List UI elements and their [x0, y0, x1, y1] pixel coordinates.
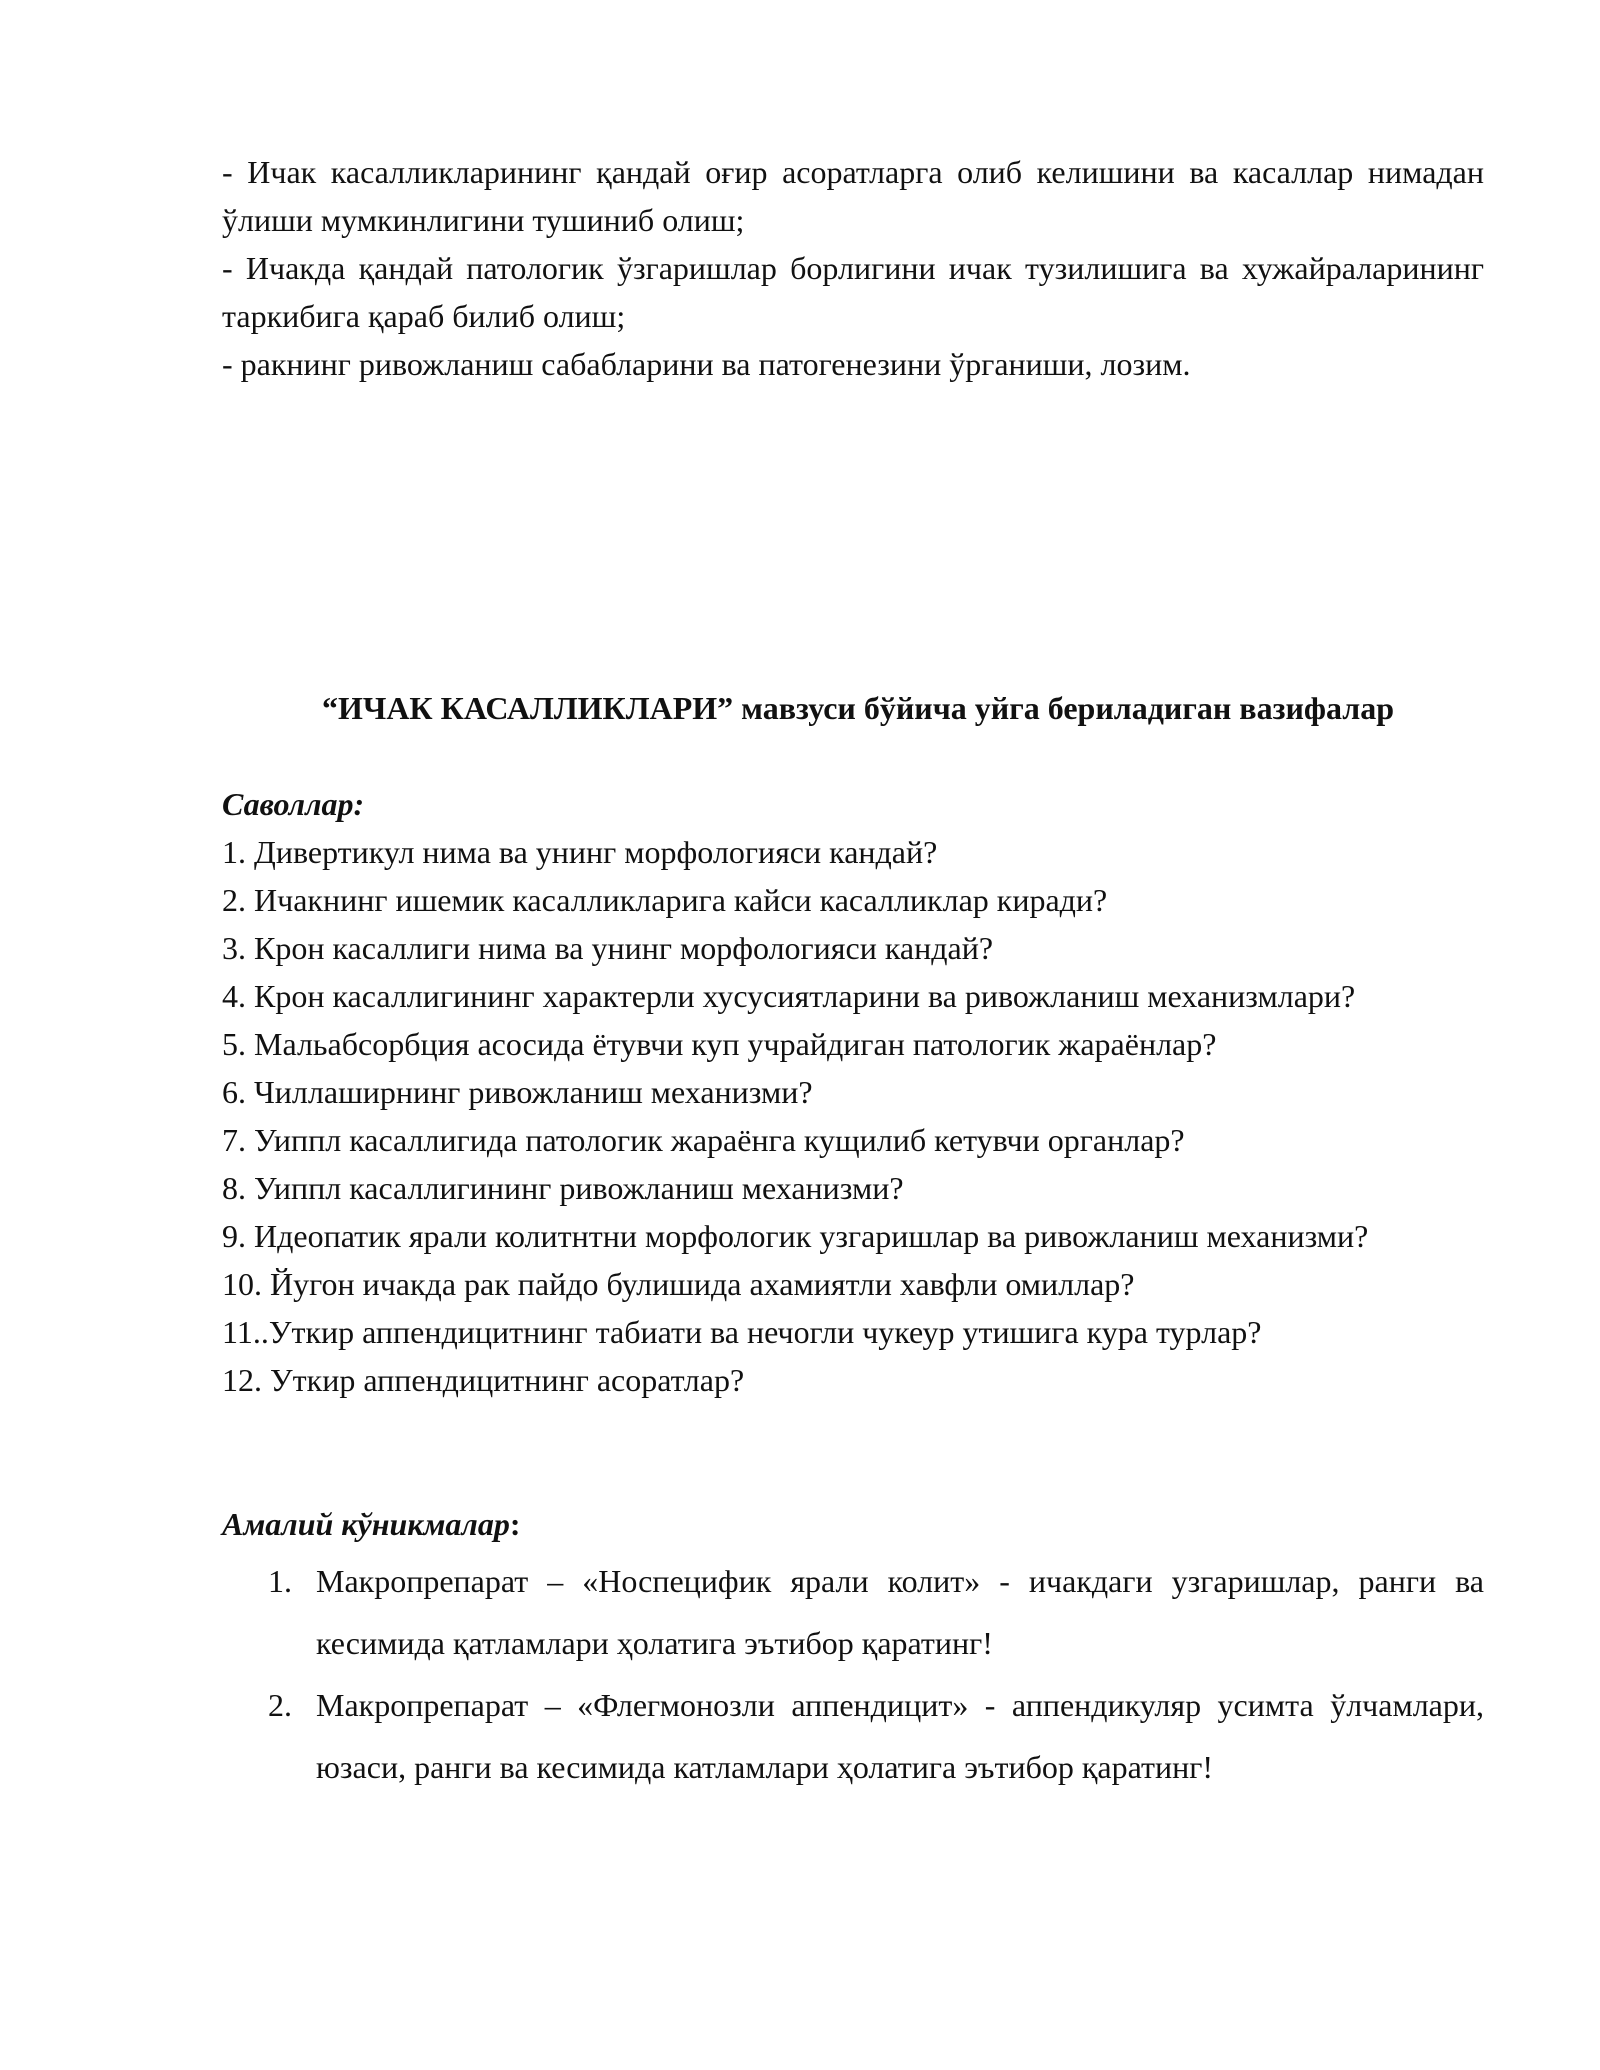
question-item: 1. Дивертикул нима ва унинг морфологияси кандай?: [222, 834, 938, 870]
question-item: 8. Уиппл касаллигининг ривожланиш механизми?: [222, 1170, 904, 1206]
question-item: 4. Крон касаллигининг характерли хусусиятларини ва ривожланиш механизмлари?: [222, 978, 1356, 1014]
questions-list: [222, 828, 1484, 1404]
question-item: 6. Чиллаширнинг ривожланиш механизми?: [222, 1074, 813, 1110]
skill-text: Макропрепарат – «Флегмонозли аппендицит» - аппендикуляр усимта ўлчамлари, юзаси, ранги ва кесимида катламлари ҳолатига эътибор қаратинг!: [316, 1687, 1484, 1785]
skills-label-text: Амалий кўникмалар: [222, 1506, 510, 1542]
question-item: 9. Идеопатик ярали колитнтни морфологик узгаришлар ва ривожланиш механизми?: [222, 1218, 1369, 1254]
questions-label: Саволлар:: [222, 786, 365, 822]
intro-paragraph: - ракнинг ривожланиш сабабларини ва патогенезини ўрганиши, лозим.: [222, 346, 1191, 382]
skills-label-colon: :: [509, 1506, 521, 1542]
skill-item: [222, 1550, 1484, 1674]
skill-item: [222, 1674, 1484, 1798]
assignment-heading: “ИЧАК КАСАЛЛИКЛАРИ” мавзуси бўйича уйга бериладиган вазифалар: [321, 690, 1395, 726]
skills-label: [222, 1500, 1484, 1548]
question-item: 12. Уткир аппендицитнинг асоратлар?: [222, 1362, 745, 1398]
skill-text: Макропрепарат – «Носпецифик ярали колит» - ичакдаги узгаришлар, ранги ва кесимида қатламлари ҳолатига эътибор қаратинг!: [316, 1563, 1484, 1661]
intro-paragraph: - Ичак касалликларининг қандай оғир асоратларга олиб келишини ва касаллар нимадан ўлиши мумкинлигини тушиниб олиш;: [222, 154, 1484, 238]
question-item: 3. Крон касаллиги нима ва унинг морфологияси кандай?: [222, 930, 994, 966]
question-item: 7. Уиппл касаллигида патологик жараёнга кущилиб кетувчи органлар?: [222, 1122, 1185, 1158]
question-item: 10. Йугон ичакда рак пайдо булишида ахамиятли хавфли омиллар?: [222, 1266, 1135, 1302]
skills-list: [222, 1550, 1484, 1798]
skill-number: 2.: [268, 1687, 292, 1723]
intro-paragraph: - Ичакда қандай патологик ўзгаришлар борлигини ичак тузилишига ва хужайраларининг таркибига қараб билиб олиш;: [222, 250, 1484, 334]
question-item: 11..Уткир аппендицитнинг табиати ва нечогли чукеур утишига кура турлар?: [222, 1314, 1262, 1350]
intro-section: [222, 148, 1484, 388]
question-item: 5. Мальабсорбция асосида ётувчи куп учрайдиган патологик жараёнлар?: [222, 1026, 1217, 1062]
skill-number: 1.: [268, 1563, 292, 1599]
question-item: 2. Ичакнинг ишемик касалликларига кайси касалликлар киради?: [222, 882, 1108, 918]
document-page: [222, 148, 1484, 1798]
